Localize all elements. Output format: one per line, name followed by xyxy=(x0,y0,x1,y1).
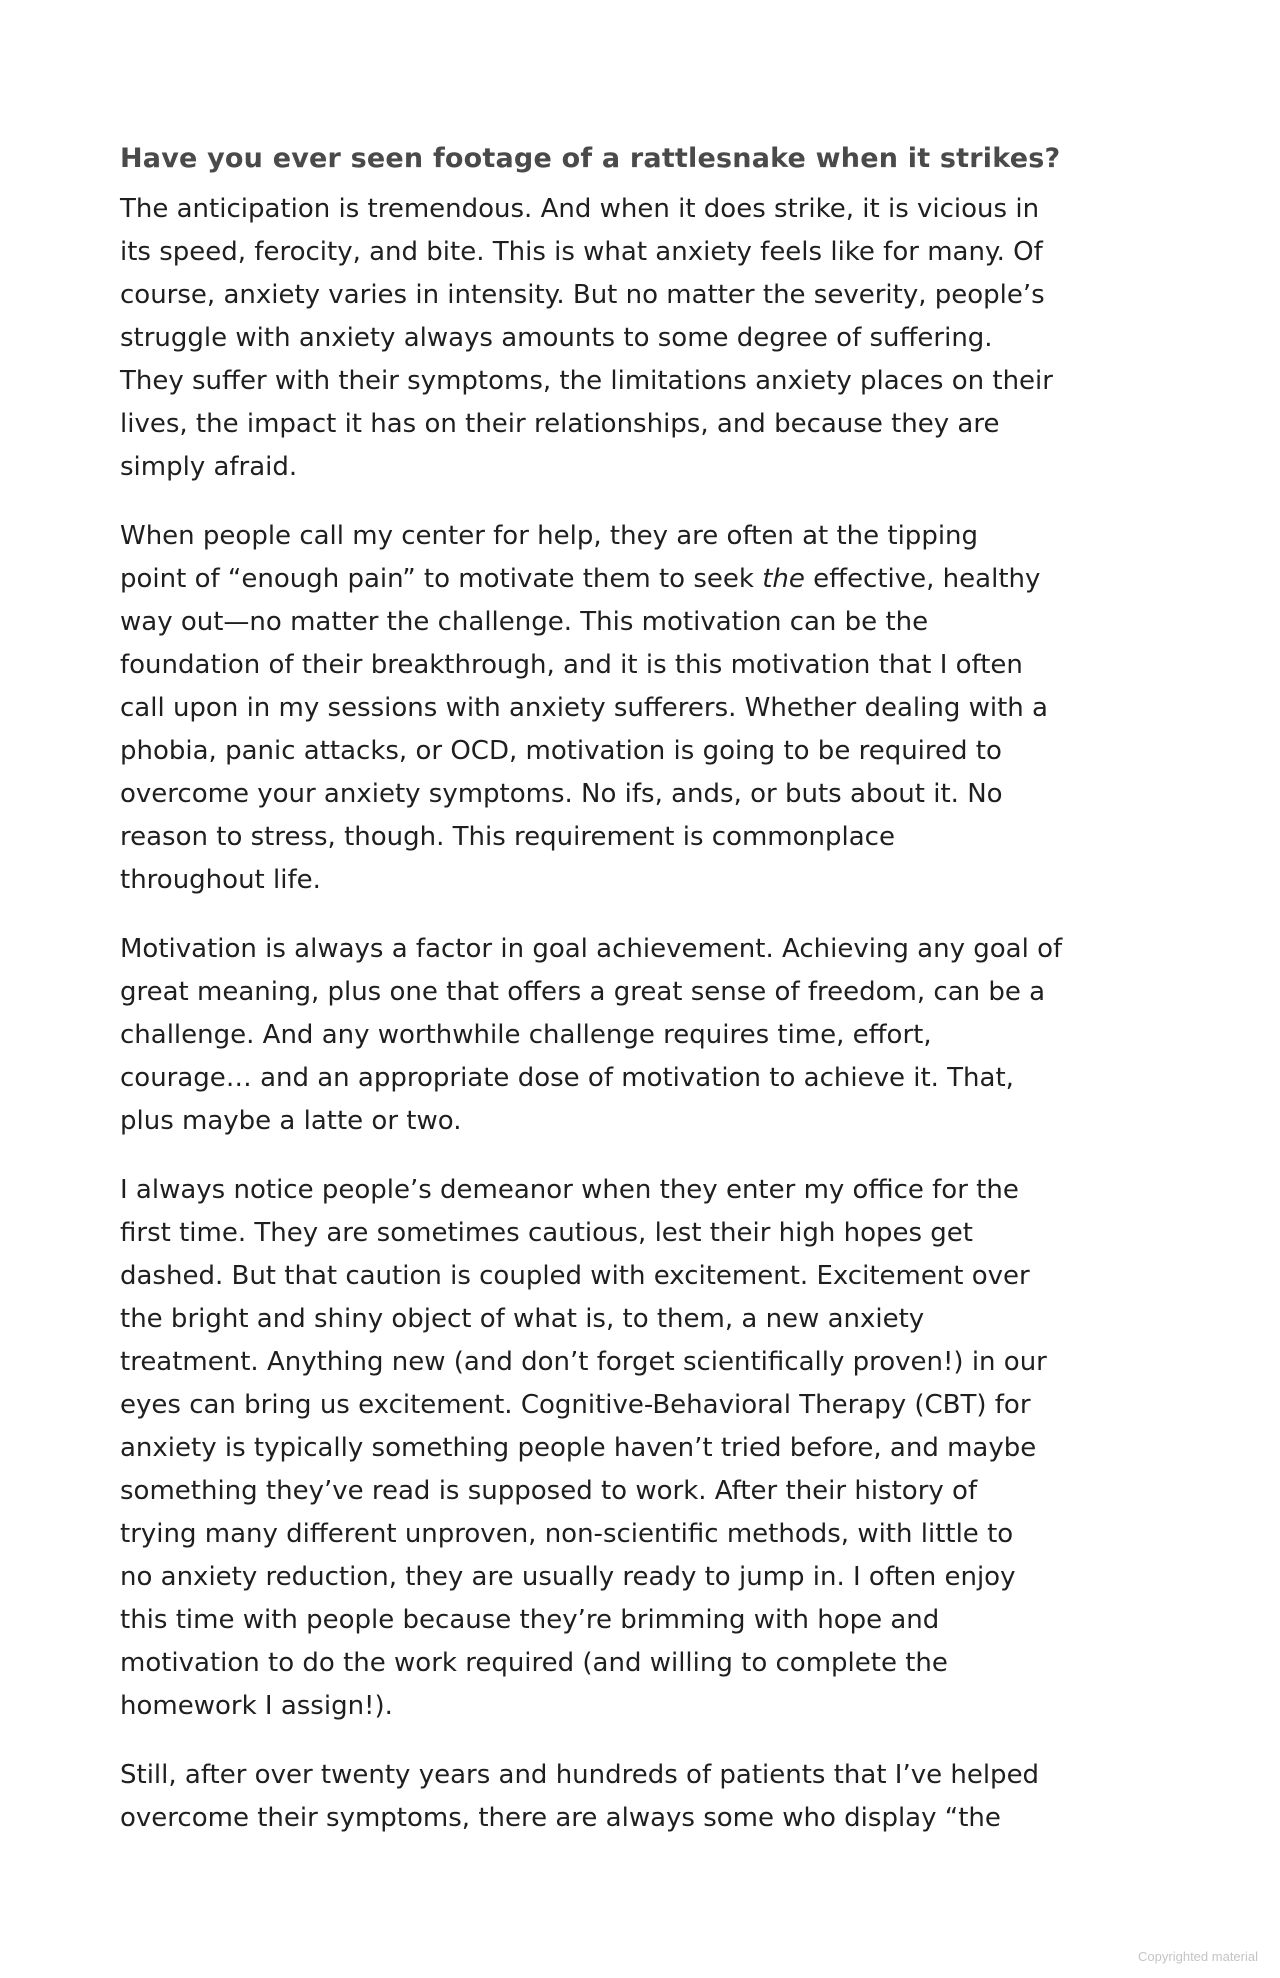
text-line: I always notice people’s demeanor when they enter my office for the xyxy=(120,1175,1019,1205)
text-line: overcome your anxiety symptoms. No ifs, ands, or buts about it. No xyxy=(120,779,1003,809)
text-line: motivation to do the work required (and willing to complete the xyxy=(120,1648,948,1678)
text-line: way out—no matter the challenge. This motivation can be the xyxy=(120,607,929,637)
text-line: first time. They are sometimes cautious, lest their high hopes get xyxy=(120,1218,973,1248)
text-line: struggle with anxiety always amounts to some degree of suffering. xyxy=(120,323,993,353)
paragraph-2 xyxy=(120,515,1170,902)
text-line: its speed, ferocity, and bite. This is what anxiety feels like for many. Of xyxy=(120,237,1043,267)
paragraph-1 xyxy=(120,188,1170,489)
text-line: treatment. Anything new (and don’t forget scientifically proven!) in our xyxy=(120,1347,1047,1377)
copyright-watermark: Copyrighted material xyxy=(1138,1949,1258,1964)
text-line: call upon in my sessions with anxiety sufferers. Whether dealing with a xyxy=(120,693,1048,723)
text-line: plus maybe a latte or two. xyxy=(120,1106,462,1136)
text-segment: effective, healthy xyxy=(804,564,1041,594)
text-line: lives, the impact it has on their relationships, and because they are xyxy=(120,409,1000,439)
text-line: When people call my center for help, they are often at the tipping xyxy=(120,521,979,551)
emphasis-text: the xyxy=(762,564,805,594)
text-line: courage… and an appropriate dose of motivation to achieve it. That, xyxy=(120,1063,1014,1093)
text-line: trying many different unproven, non-scientific methods, with little to xyxy=(120,1519,1014,1549)
paragraph-4 xyxy=(120,1169,1170,1728)
text-line: Motivation is always a factor in goal achievement. Achieving any goal of xyxy=(120,934,1063,964)
section-heading: Have you ever seen footage of a rattlesnake when it strikes? xyxy=(120,143,1061,174)
document-page xyxy=(120,140,1170,1866)
text-line: overcome their symptoms, there are always some who display “the xyxy=(120,1803,1001,1833)
text-line: great meaning, plus one that offers a great sense of freedom, can be a xyxy=(120,977,1046,1007)
text-line: They suffer with their symptoms, the limitations anxiety places on their xyxy=(120,366,1053,396)
text-line: no anxiety reduction, they are usually ready to jump in. I often enjoy xyxy=(120,1562,1016,1592)
text-line: something they’ve read is supposed to work. After their history of xyxy=(120,1476,978,1506)
text-line: challenge. And any worthwhile challenge requires time, effort, xyxy=(120,1020,932,1050)
text-line xyxy=(120,558,1170,601)
text-line: The anticipation is tremendous. And when it does strike, it is vicious in xyxy=(120,194,1040,224)
text-line: eyes can bring us excitement. Cognitive-Behavioral Therapy (CBT) for xyxy=(120,1390,1031,1420)
text-line: foundation of their breakthrough, and it is this motivation that I often xyxy=(120,650,1023,680)
paragraph-3 xyxy=(120,928,1170,1143)
text-line: dashed. But that caution is coupled with excitement. Excitement over xyxy=(120,1261,1030,1291)
paragraph-5 xyxy=(120,1754,1170,1840)
text-line: this time with people because they’re brimming with hope and xyxy=(120,1605,940,1635)
text-line: anxiety is typically something people haven’t tried before, and maybe xyxy=(120,1433,1037,1463)
text-line: the bright and shiny object of what is, to them, a new anxiety xyxy=(120,1304,925,1334)
text-line: simply afraid. xyxy=(120,452,298,482)
text-line: phobia, panic attacks, or OCD, motivation is going to be required to xyxy=(120,736,1002,766)
text-segment: point of “enough pain” to motivate them to seek xyxy=(120,564,763,594)
text-line: homework I assign!). xyxy=(120,1691,393,1721)
text-line: course, anxiety varies in intensity. But no matter the severity, people’s xyxy=(120,280,1045,310)
text-line: reason to stress, though. This requirement is commonplace xyxy=(120,822,895,852)
text-line: throughout life. xyxy=(120,865,321,895)
text-line: Still, after over twenty years and hundreds of patients that I’ve helped xyxy=(120,1760,1040,1790)
